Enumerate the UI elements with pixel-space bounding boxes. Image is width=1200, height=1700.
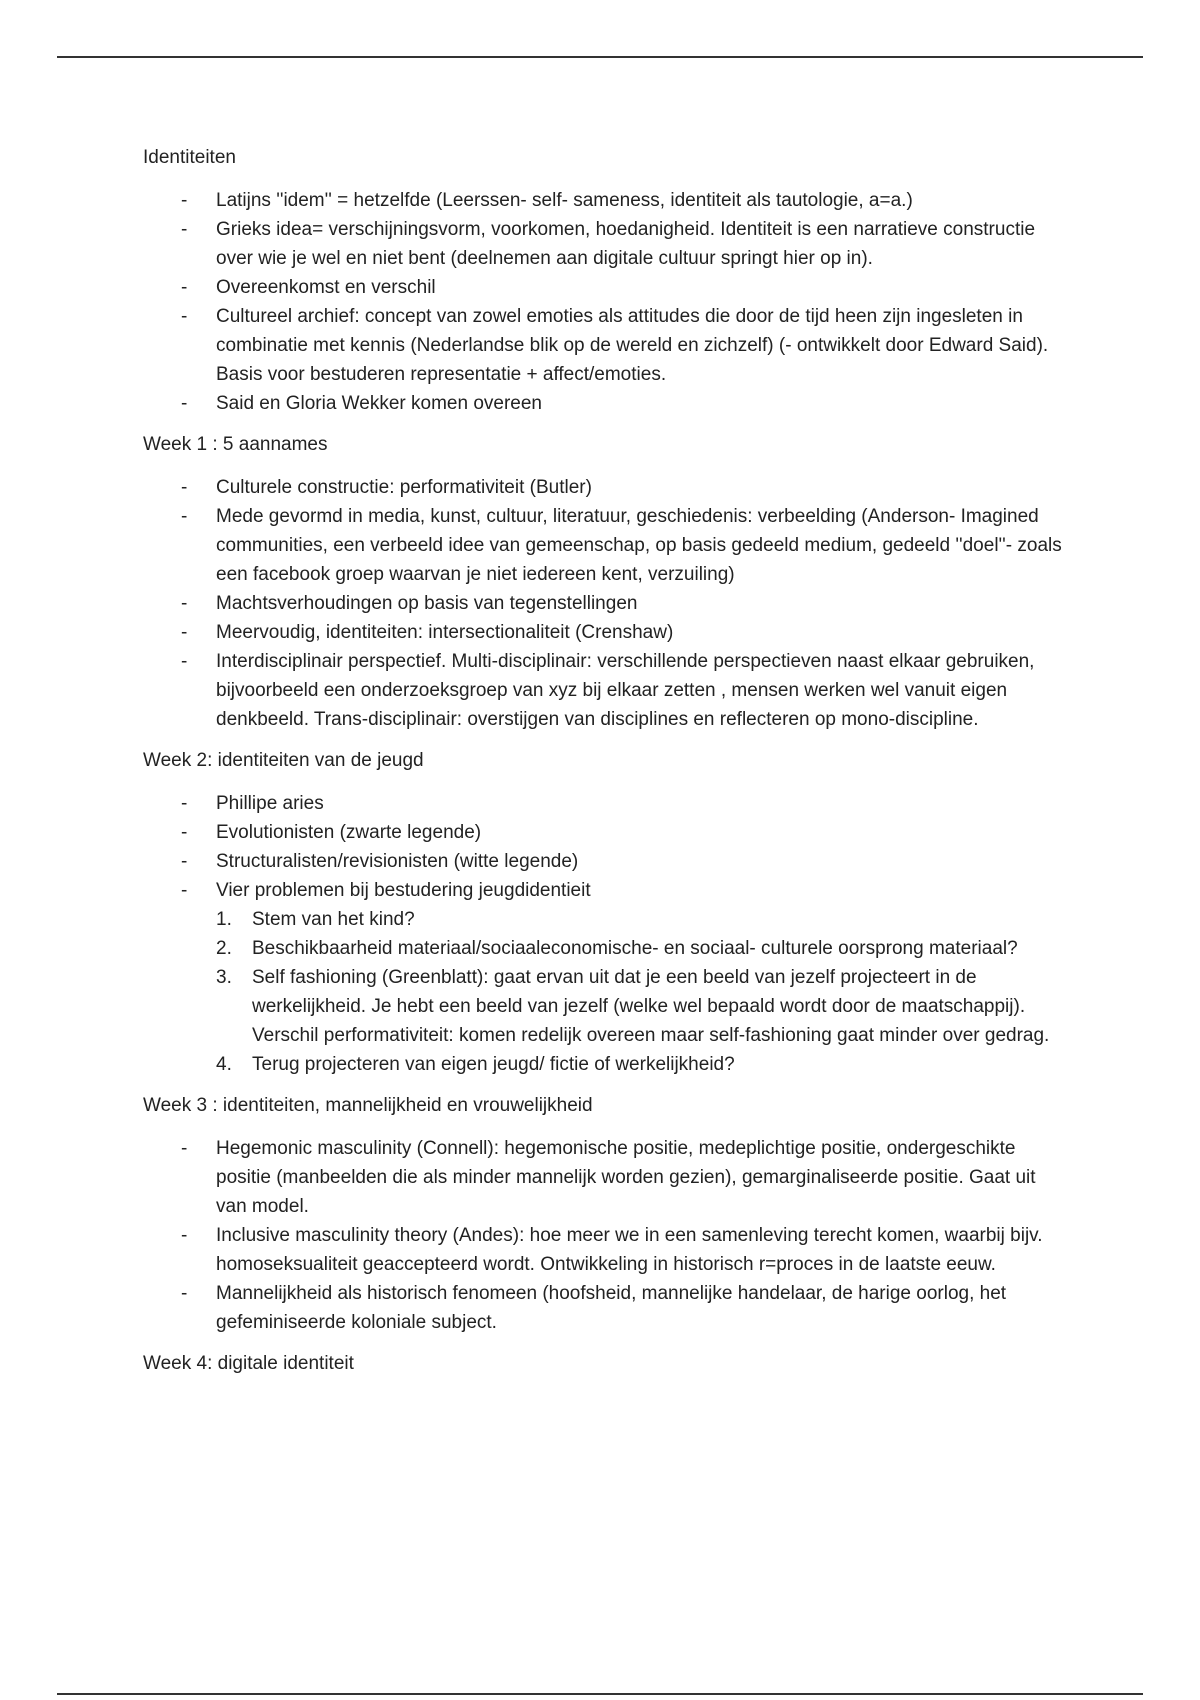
footer-rule xyxy=(57,1693,1143,1695)
section-heading: Identiteiten xyxy=(143,147,236,168)
list-item: - Latijns ''idem'' = hetzelfde (Leerssen- self- sameness, identiteit als tautologie, a=a.) xyxy=(143,186,1063,215)
list-item: - Mannelijkheid als historisch fenomeen (hoofsheid, mannelijke handelaar, de harige oorlog, het gefeminiseerde koloniale subject. xyxy=(143,1279,1063,1337)
numbered-item xyxy=(143,905,1063,934)
bullet-list xyxy=(143,1134,1063,1337)
item-text: Beschikbaarheid materiaal/sociaaleconomische- en sociaal- culturele oorsprong materiaal? xyxy=(252,938,1018,959)
list-item: - Hegemonic masculinity (Connell): hegemonische positie, medeplichtige positie, ondergeschikte positie (manbeelden die als minder mannelijk worden gezien), gemarginaliseerde positie. Gaat uit van model. xyxy=(143,1134,1063,1221)
list-item: - Machtsverhoudingen op basis van tegenstellingen xyxy=(143,589,1063,618)
list-item: - Vier problemen bij bestudering jeugdidentieit xyxy=(143,876,1063,905)
bullet-list xyxy=(143,789,1063,905)
document-body xyxy=(143,143,1063,1378)
item-number: 1. xyxy=(216,909,232,930)
item-text: Stem van het kind? xyxy=(252,909,415,930)
list-item: - Structuralisten/revisionisten (witte legende) xyxy=(143,847,1063,876)
list-item: - Meervoudig, identiteiten: intersectionaliteit (Crenshaw) xyxy=(143,618,1063,647)
list-item: - Mede gevormd in media, kunst, cultuur, literatuur, geschiedenis: verbeelding (Anderson- Imagined communities, een verbeeld idee van gemeenschap, op basis gedeeld medium, gedeeld ''doel''- zoals een facebook groep waarvan je niet iedereen kent, verzuiling) xyxy=(143,502,1063,589)
item-number: 2. xyxy=(216,938,232,959)
list-item: - Grieks idea= verschijningsvorm, voorkomen, hoedanigheid. Identiteit is een narratieve constructie over wie je wel en niet bent (deelnemen aan digitale cultuur springt hier op in). xyxy=(143,215,1063,273)
list-item: - Overeenkomst en verschil xyxy=(143,273,1063,302)
item-text: Self fashioning (Greenblatt): gaat ervan uit dat je een beeld van jezelf projecteert in de werkelijkheid. Je hebt een beeld van jezelf (welke wel bepaald wordt door de maatschappij). Verschil performativiteit: komen redelijk overeen maar self-fashioning gaat minder over gedrag. xyxy=(252,967,1050,1046)
list-item: - Interdisciplinair perspectief. Multi-disciplinair: verschillende perspectieven naast elkaar gebruiken, bijvoorbeeld een onderzoeksgroep van xyz bij elkaar zetten , mensen werken wel vanuit eigen denkbeeld. Trans-disciplinair: overstijgen van disciplines en reflecteren op mono-discipline. xyxy=(143,647,1063,734)
list-item: - Evolutionisten (zwarte legende) xyxy=(143,818,1063,847)
list-item: - Cultureel archief: concept van zowel emoties als attitudes die door de tijd heen zijn ingesleten in combinatie met kennis (Nederlandse blik op de wereld en zichzelf) (- ontwikkelt door Edward Said). Basis voor bestuderen representatie + affect/emoties. xyxy=(143,302,1063,389)
list-item: - Inclusive masculinity theory (Andes): hoe meer we in een samenleving terecht komen, waarbij bijv. homoseksualiteit geaccepteerd wordt. Ontwikkeling in historisch r=proces in de laatste eeuw. xyxy=(143,1221,1063,1279)
header-rule xyxy=(57,56,1143,58)
item-text: Terug projecteren van eigen jeugd/ fictie of werkelijkheid? xyxy=(252,1054,735,1075)
item-number: 4. xyxy=(216,1054,232,1075)
section-heading: Week 2: identiteiten van de jeugd xyxy=(143,750,424,771)
bullet-list xyxy=(143,186,1063,418)
numbered-list xyxy=(143,905,1063,1079)
numbered-item xyxy=(143,1050,1063,1079)
list-item: - Said en Gloria Wekker komen overeen xyxy=(143,389,1063,418)
section-heading: Week 1 : 5 aannames xyxy=(143,434,328,455)
section-heading: Week 3 : identiteiten, mannelijkheid en vrouwelijkheid xyxy=(143,1095,593,1116)
item-number: 3. xyxy=(216,967,232,988)
section-heading: Week 4: digitale identiteit xyxy=(143,1353,354,1374)
list-item: - Phillipe aries xyxy=(143,789,1063,818)
numbered-item xyxy=(143,934,1063,963)
numbered-item xyxy=(143,963,1063,1050)
list-item: - Culturele constructie: performativiteit (Butler) xyxy=(143,473,1063,502)
bullet-list xyxy=(143,473,1063,734)
